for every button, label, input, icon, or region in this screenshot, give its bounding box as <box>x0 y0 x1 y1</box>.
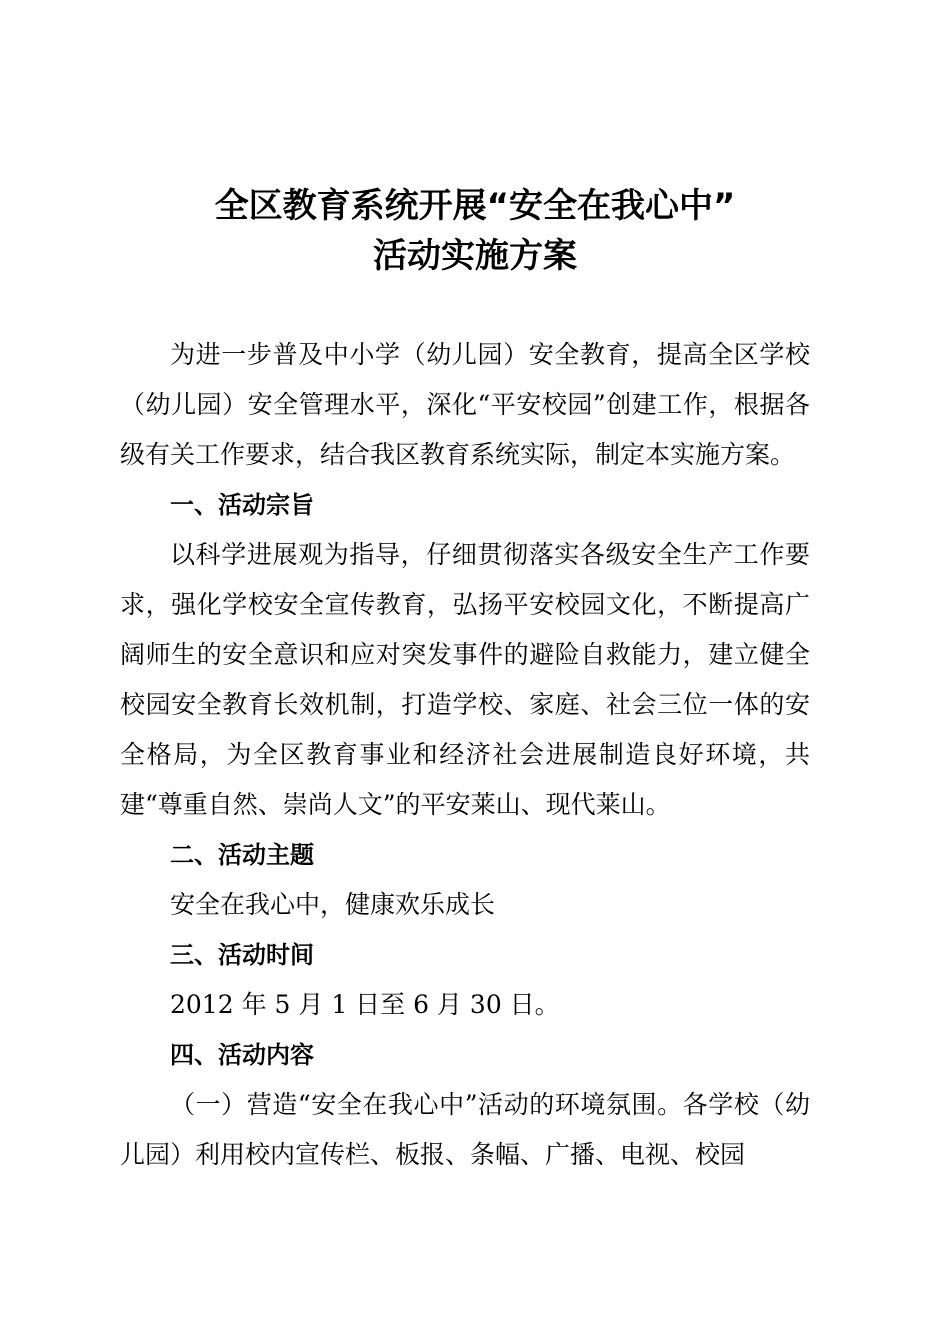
section-heading-time: 三、活动时间 <box>170 941 314 969</box>
section-text-content: （一）营造“安全在我心中”活动的环境氛围。各学校（幼儿园）利用校内宣传栏、板报、条幅、广播、电视、校园 <box>120 1090 810 1169</box>
section-heading-purpose: 一、活动宗旨 <box>170 491 314 519</box>
document-body <box>120 330 810 1180</box>
intro-paragraph: 为进一步普及中小学（幼儿园）安全教育，提高全区学校（幼儿园）安全管理水平，深化“平安校园”创建工作，根据各级有关工作要求，结合我区教育系统实际，制定本实施方案。 <box>120 340 810 469</box>
section-text-purpose: 以科学进展观为指导，仔细贯彻落实各级安全生产工作要求，强化学校安全宣传教育，弘扬平安校园文化，不断提高广阔师生的安全意识和应对突发事件的避险自救能力，建立健全校园安全教育长效机制，打造学校、家庭、社会三位一体的安全格局，为全区教育事业和经济社会进展制造良好环境，共建“尊重自然、崇尚人文”的平安莱山、现代莱山。 <box>120 540 810 819</box>
section-heading-content: 四、活动内容 <box>170 1041 314 1069</box>
section-heading-theme: 二、活动主题 <box>170 841 314 869</box>
section-text-time: 2012 年 5 月 1 日至 6 月 30 日。 <box>170 990 560 1019</box>
document-title-line-2: 活动实施方案 <box>373 236 577 276</box>
document-title-line-1: 全区教育系统开展“安全在我心中” <box>214 186 736 226</box>
section-text-theme: 安全在我心中，健康欢乐成长 <box>170 890 496 919</box>
